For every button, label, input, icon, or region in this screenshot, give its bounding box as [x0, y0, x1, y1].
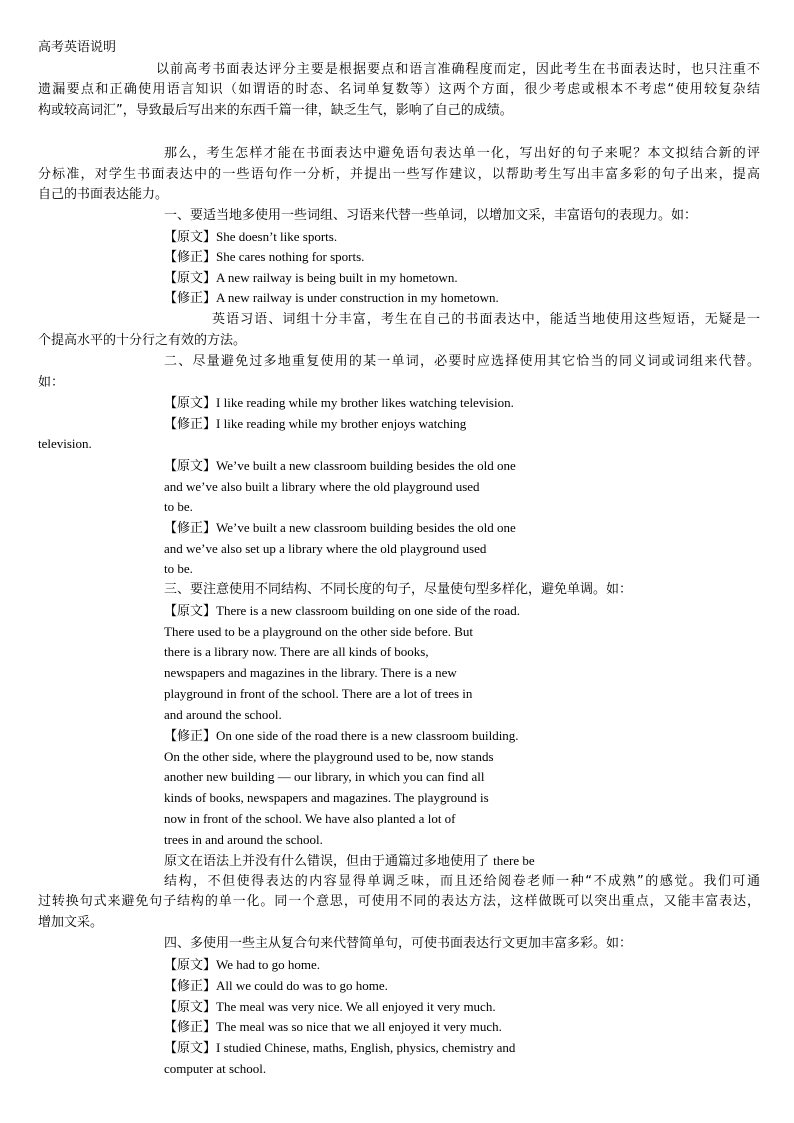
- para2-line-3: 自己的书面表达能力。: [38, 187, 169, 202]
- s1-example-1: 【原文】She doesn’t like sports.: [164, 229, 338, 245]
- s3-original-line-4: newspapers and magazines in the library. There is a new: [164, 665, 457, 680]
- section-2-heading-line-2: 如：: [38, 375, 65, 390]
- s4-example-3: 【原文】The meal was very nice. We all enjoyed it very much.: [164, 999, 496, 1015]
- s2-example-2-cont: television.: [38, 436, 92, 451]
- s3-revised-line-2: On the other side, where the playground used to be, now stands: [164, 749, 494, 764]
- s4-example-4: 【修正】The meal was so nice that we all enjoyed it very much.: [164, 1019, 502, 1035]
- s3-revised-line-3: another new building — our library, in which you can find all: [164, 769, 485, 784]
- s3-comment-line-2: 结构，不但使得表达的内容显得单调乏味，而且还给阅卷老师一种“不成熟”的感觉。我们可通: [164, 874, 760, 889]
- s3-comment-line-3: 过转换句式来避免句子结构的单一化。同一个意思，可使用不同的表达方法，这样做既可以突出重点，又能丰富表达，: [38, 894, 760, 909]
- s4-example-5-cont: computer at school.: [164, 1061, 267, 1076]
- s2-example-3-line-2: and we’ve also built a library where the old playground used: [164, 479, 480, 494]
- document-title: 高考英语说明: [38, 40, 117, 55]
- s3-revised-line-6: trees in and around the school.: [164, 832, 323, 847]
- s2-example-1: 【原文】I like reading while my brother likes watching television.: [164, 395, 514, 411]
- s1-example-3: 【原文】A new railway is being built in my hometown.: [164, 270, 458, 286]
- intro-line-3: 构或较高词汇”，导致最后写出来的东西千篇一律，缺乏生气，影响了自己的成绩。: [38, 103, 513, 118]
- s3-revised-line-5: now in front of the school. We have also planted a lot of: [164, 811, 456, 826]
- s3-revised: 【修正】On one side of the road there is a new classroom building.: [164, 728, 519, 744]
- s4-example-1: 【原文】We had to go home.: [164, 957, 321, 973]
- s4-example-2: 【修正】All we could do was to go home.: [164, 978, 388, 994]
- section-4-heading: 四、多使用一些主从复合句来代替简单句，可使书面表达行文更加丰富多彩。如：: [164, 936, 633, 951]
- s3-original: 【原文】There is a new classroom building on one side of the road.: [164, 603, 520, 619]
- s1-note-line-1: 英语习语、词组十分丰富，考生在自己的书面表达中，能适当地使用这些短语，无疑是一: [212, 312, 760, 327]
- s3-comment-line-4: 增加文采。: [38, 915, 104, 930]
- s2-example-4-line-3: to be.: [164, 561, 193, 576]
- s3-revised-line-4: kinds of books, newspapers and magazines. The playground is: [164, 790, 489, 805]
- s2-example-4: 【修正】We’ve built a new classroom building besides the old one: [164, 520, 516, 536]
- s4-example-5: 【原文】I studied Chinese, maths, English, physics, chemistry and: [164, 1040, 516, 1056]
- s2-example-3-line-3: to be.: [164, 499, 193, 514]
- s1-example-4: 【修正】A new railway is under construction in my hometown.: [164, 290, 499, 306]
- section-3-heading: 三、要注意使用不同结构、不同长度的句子，尽量使句型多样化，避免单调。如：: [164, 582, 633, 597]
- s1-example-2: 【修正】She cares nothing for sports.: [164, 249, 365, 265]
- s3-original-line-3: there is a library now. There are all kinds of books,: [164, 644, 429, 659]
- s3-original-line-6: and around the school.: [164, 707, 282, 722]
- s3-comment-line-1: 原文在语法上并没有什么错误，但由于通篇过多地使用了 there be: [164, 853, 535, 869]
- s3-original-line-5: playground in front of the school. There are a lot of trees in: [164, 686, 473, 701]
- s2-example-3: 【原文】We’ve built a new classroom building besides the old one: [164, 458, 516, 474]
- para2-line-2: 分标准，对学生书面表达中的一些语句作一分析，并提出一些写作建议，以帮助考生写出丰富多彩的句子出来，提高: [38, 167, 760, 182]
- section-2-heading-line-1: 二、尽量避免过多地重复使用的某一单词，必要时应选择使用其它恰当的同义词或词组来代替。: [164, 354, 760, 369]
- section-1-heading: 一、要适当地多使用一些词组、习语来代替一些单词，以增加文采，丰富语句的表现力。如：: [164, 208, 698, 223]
- s3-original-line-2: There used to be a playground on the other side before. But: [164, 624, 474, 639]
- s1-note-line-2: 个提高水平的十分行之有效的方法。: [38, 333, 247, 348]
- s2-example-2: 【修正】I like reading while my brother enjoys watching: [164, 416, 467, 432]
- s2-example-4-line-2: and we’ve also set up a library where the old playground used: [164, 541, 487, 556]
- intro-line-2: 遗漏要点和正确使用语言知识（如谓语的时态、名词单复数等）这两个方面，很少考虑或根本不考虑“使用较复杂结: [38, 82, 760, 97]
- para2-line-1: 那么，考生怎样才能在书面表达中避免语句表达单一化，写出好的句子来呢？本文拟结合新的评: [164, 146, 760, 161]
- intro-line-1: 以前高考书面表达评分主要是根据要点和语言准确程度而定，因此考生在书面表达时，也只注重不: [156, 62, 760, 77]
